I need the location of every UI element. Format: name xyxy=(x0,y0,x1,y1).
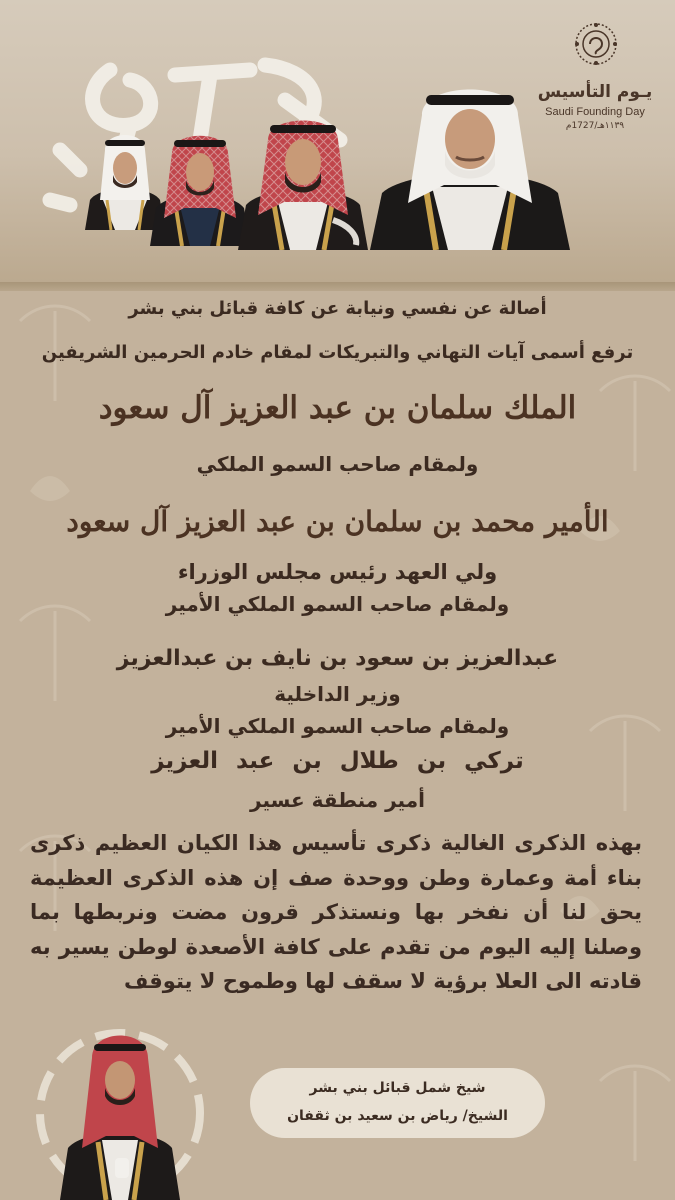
logo-title-en: Saudi Founding Day xyxy=(545,106,645,118)
intro-line-1: أصالة عن نفسي ونيابة عن كافة قبائل بني بشر xyxy=(128,298,547,319)
interior-minister-title: وزير الداخلية xyxy=(274,682,401,706)
sheikh-portrait xyxy=(20,1018,230,1200)
portrait-2 xyxy=(150,128,250,246)
signature-box xyxy=(250,1068,545,1138)
king-after-line: ولمقام صاحب السمو الملكي xyxy=(196,452,479,476)
asir-emir-name: تركي بن طلال بن عبد العزيز xyxy=(151,748,524,774)
founding-day-emblem-icon xyxy=(574,22,618,66)
crown-prince-name: الأمير محمد بن سلمان بن عبد العزيز آل سعود xyxy=(66,505,609,538)
interior-minister-after-line: ولمقام صاحب السمو الملكي الأمير xyxy=(165,714,510,738)
logo-title-ar: يـوم التأسيس xyxy=(537,82,653,102)
signature-role: شيخ شمل قبائل بني بشر xyxy=(309,1080,486,1096)
founding-day-logo xyxy=(530,22,660,132)
header-banner xyxy=(0,0,675,282)
signature-name: الشيخ/ رياض بن سعيد بن ثقفان xyxy=(287,1108,508,1124)
interior-minister-name: عبدالعزيز بن سعود بن نايف بن عبدالعزيز xyxy=(116,646,559,671)
congratulation-message: بهذه الذكرى الغالية ذكرى تأسيس هذا الكيان العظيم ذكرى بناء أمة وعمارة وطن ووحدة صف إن هذه الذكرى العظيمة يحق لنا أن نفخر بها ونستذكر قرون مضت ونربطها بما وصلنا إليه اليوم من تقدم على كافة الأصعدة لوطن يسير به قادته الى العلا برؤية لا سقف لها وطموح لا يتوقف xyxy=(30,831,642,994)
crown-prince-after-line: ولمقام صاحب السمو الملكي الأمير xyxy=(165,592,510,616)
logo-years: ١١٣٩هـ/1727م xyxy=(565,121,625,131)
header-divider xyxy=(0,282,675,291)
king-name: الملك سلمان بن عبد العزيز آل سعود xyxy=(98,390,577,426)
intro-line-2: ترفع أسمى آيات التهاني والتبريكات لمقام خادم الحرمين الشريفين xyxy=(41,342,634,363)
asir-emir-title: أمير منطقة عسير xyxy=(250,788,425,812)
portrait-3 xyxy=(238,110,368,250)
crown-prince-title: ولي العهد رئيس مجلس الوزراء xyxy=(177,560,498,584)
